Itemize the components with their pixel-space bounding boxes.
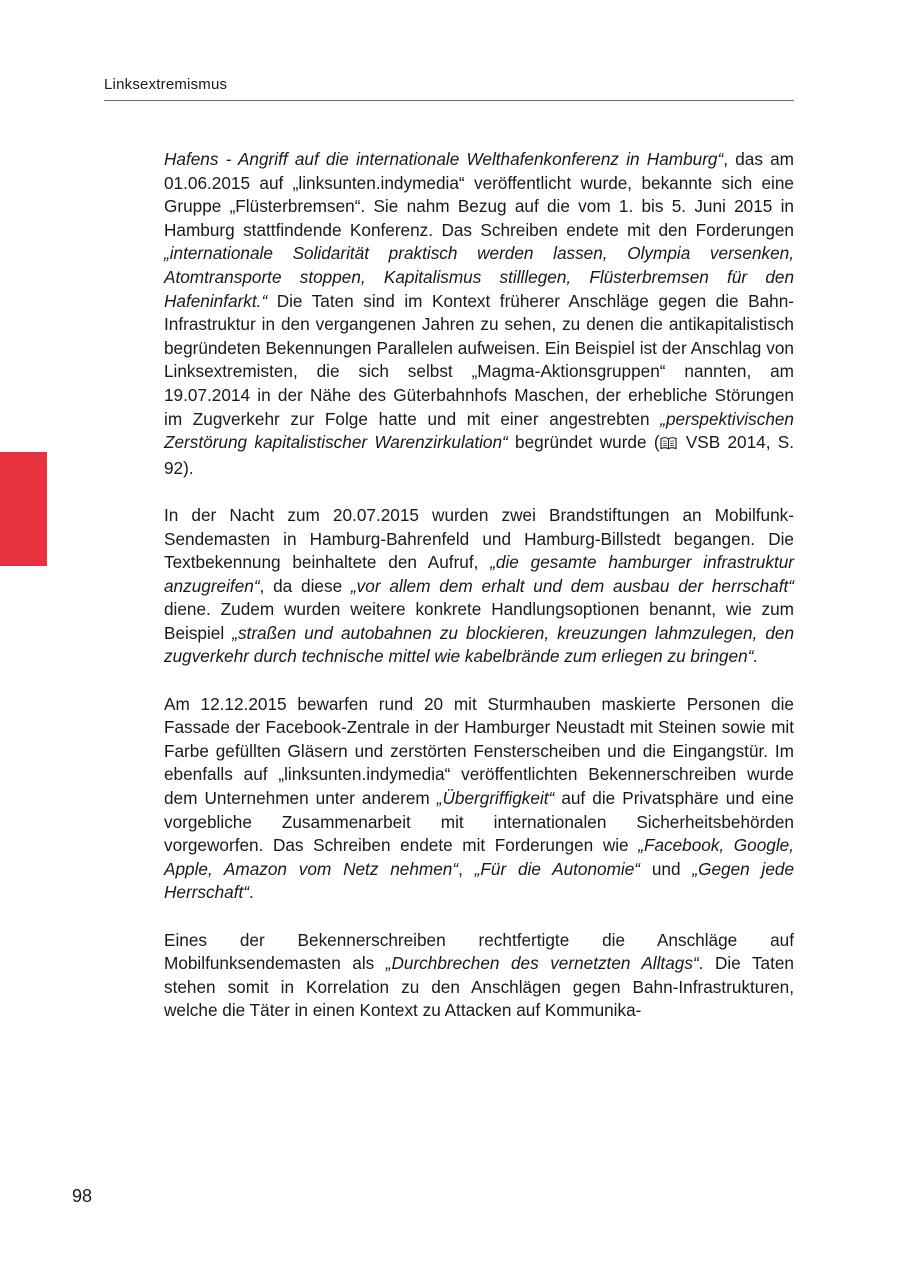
chapter-side-tab xyxy=(0,452,47,566)
page-number: 98 xyxy=(72,1186,93,1206)
text: In der Nacht zum 20.07.2015 wurden zwei Brandstiftungen an Mobilfunk-Sendemasten in Hamburg-Bahrenfeld und Hamburg-Billstedt begangen. Die Textbekennung beinhaltete den Aufruf, xyxy=(164,504,794,573)
quote: „perspektivischen Zerstörung kapitalistischer Warenzirkulation“ xyxy=(164,408,794,453)
text: und xyxy=(640,858,693,879)
quote: „straßen und autobahnen zu blockieren, kreuzungen lahmzulegen, den zugverkehr durch technische mittel wie kabelbrände zum erliegen zu bringen“. xyxy=(164,622,794,667)
paragraph-1 xyxy=(164,148,794,480)
text: VSB 2014, S. 92). xyxy=(164,432,794,478)
text: Eines der Bekennerschreiben rechtfertigte die Anschläge auf Mobilfunksendemasten als xyxy=(164,929,794,974)
quote: „Gegen jede Herrschaft“ xyxy=(164,858,795,903)
paragraph-3 xyxy=(164,693,794,905)
paragraph-2 xyxy=(164,504,794,669)
quote: „Durchbrechen des vernetzten Alltags“ xyxy=(385,953,699,974)
quote: „Für die Autonomie“ xyxy=(474,858,641,879)
text: auf die Privatsphäre und eine vorgebliche Zusammenarbeit mit internationalen Sicherheitsbehörden vorgeworfen. Das Schreiben endete mit Forderungen wie xyxy=(164,788,794,856)
text: Die Taten sind im Kontext früherer Anschläge gegen die Bahn-Infrastruktur in den vergangenen Jahren zu sehen, zu denen die antikapitalistisch begründeten Bekennungen Parallelen aufweisen. Ein Beispiel ist der Anschlag von Linksextremisten, die sich selbst „Magma-Aktionsgruppen“ nannten, am 19.07.2014 in der Nähe des Güterbahnhofs Maschen, der erhebliche Störungen im Zugverkehr zur Folge hatte und mit einer angestrebten xyxy=(164,290,794,429)
running-title: Linksextremismus xyxy=(104,76,228,93)
running-header xyxy=(104,76,794,101)
quote: „Übergriffigkeit“ xyxy=(436,788,555,809)
text: . Die Taten stehen somit in Korrelation zu den Anschlägen gegen Bahn-Infrastrukturen, welche die Täter in einen Kontext zu Attacken auf Kommunika- xyxy=(164,953,794,1021)
text: . xyxy=(249,882,254,903)
quote: „vor allem dem erhalt und dem ausbau der herrschaft“ xyxy=(350,575,794,596)
book-icon xyxy=(660,433,677,457)
body-text xyxy=(164,148,794,1023)
text: diene. Zudem wurden weitere konkrete Handlungsoptionen benannt, wie zum Beispiel xyxy=(164,599,794,643)
text: , da diese xyxy=(259,575,351,596)
text: Am 12.12.2015 bewarfen rund 20 mit Sturmhauben maskierte Personen die Fassade der Facebook-Zentrale in der Hamburger Neustadt mit Steinen sowie mit Farbe gefüllten Gläsern und zerstörten Fensterscheiben und die Eingangstür. Im ebenfalls auf „linksunten.indymedia“ veröffentlichten Bekennerschreiben wurde dem Unternehmen unter anderem xyxy=(164,693,794,809)
quote: „internationale Solidarität praktisch werden lassen, Olympia versenken, Atomtransporte stoppen, Kapitalismus stilllegen, Flüsterbremsen für den Hafeninfarkt.“ xyxy=(164,243,794,311)
text: , xyxy=(458,858,475,879)
text: , das am 01.06.2015 auf „linksunten.indymedia“ veröffentlicht wurde, bekannte sich eine Gruppe „Flüsterbremsen“. Sie nahm Bezug auf die vom 1. bis 5. Juni 2015 in Hamburg stattfindende Konferenz. Das Schreiben endete mit den Forderungen xyxy=(164,149,795,240)
quote: Hafens - Angriff auf die internationale Welthafenkonferenz in Hamburg“ xyxy=(164,149,724,169)
quote: „Facebook, Google, Apple, Amazon vom Netz nehmen“ xyxy=(164,835,794,879)
quote: „die gesamte hamburger infrastruktur anzugreifen“ xyxy=(164,552,794,596)
text: begründet wurde ( xyxy=(507,432,660,453)
paragraph-4 xyxy=(164,929,794,1023)
